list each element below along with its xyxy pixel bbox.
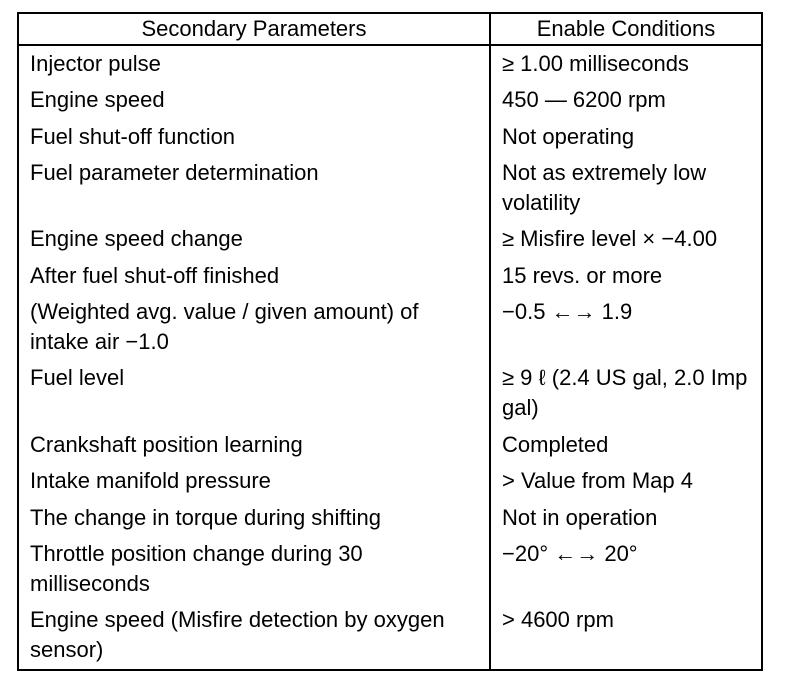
header-secondary-parameters: Secondary Parameters [19,14,490,45]
table-row [19,119,761,155]
condition-cell: ≥ 1.00 milliseconds [502,51,689,76]
condition-cell: −20° ←→ 20° [502,540,638,566]
parameters-table [17,12,763,671]
parameter-cell: The change in torque during shifting [19,500,490,536]
condition-cell: ≥ 9 ℓ (2.4 US gal, 2.0 Imp gal) [502,365,748,421]
header-enable-conditions: Enable Conditions [490,14,761,45]
parameter-cell: Throttle position change during 30 milliseconds [19,536,490,603]
table-row [19,500,761,536]
condition-cell: ≥ Misfire level × −4.00 [502,226,718,252]
table-row [19,155,761,222]
header-row [19,14,761,45]
parameter-cell: Fuel level [19,360,490,427]
condition-cell: > 4600 rpm [502,607,614,633]
condition-cell: > Value from Map 4 [502,468,693,494]
parameter-cell: Injector pulse [19,45,490,82]
parameter-cell: Crankshaft position learning [19,427,490,463]
table-row [19,294,761,361]
parameter-cell: Engine speed change [19,221,490,257]
table-row [19,45,761,82]
table-row [19,82,761,118]
condition-cell: 450 — 6200 rpm [502,87,666,113]
parameter-cell: Fuel parameter determination [19,155,490,222]
parameter-cell: (Weighted avg. value / given amount) of intake air −1.0 [19,294,490,361]
condition-cell: Not as extremely low volatility [502,159,707,215]
table-row [19,602,761,669]
parameters-grid [19,14,761,669]
parameter-cell: Engine speed [19,82,490,118]
condition-cell: Not operating [502,123,635,149]
table-row [19,427,761,463]
parameter-cell: Intake manifold pressure [19,463,490,499]
condition-cell: −0.5 ←→ 1.9 [502,298,633,324]
condition-cell: 15 revs. or more [502,262,663,288]
condition-cell: Completed [502,432,609,458]
parameter-cell: After fuel shut-off finished [19,258,490,294]
table-row [19,221,761,257]
table-row [19,360,761,427]
condition-cell: Not in operation [502,504,658,530]
parameter-cell: Fuel shut-off function [19,119,490,155]
table-row [19,258,761,294]
table-row [19,463,761,499]
table-row [19,536,761,603]
parameter-cell: Engine speed (Misfire detection by oxygen sensor) [19,602,490,669]
